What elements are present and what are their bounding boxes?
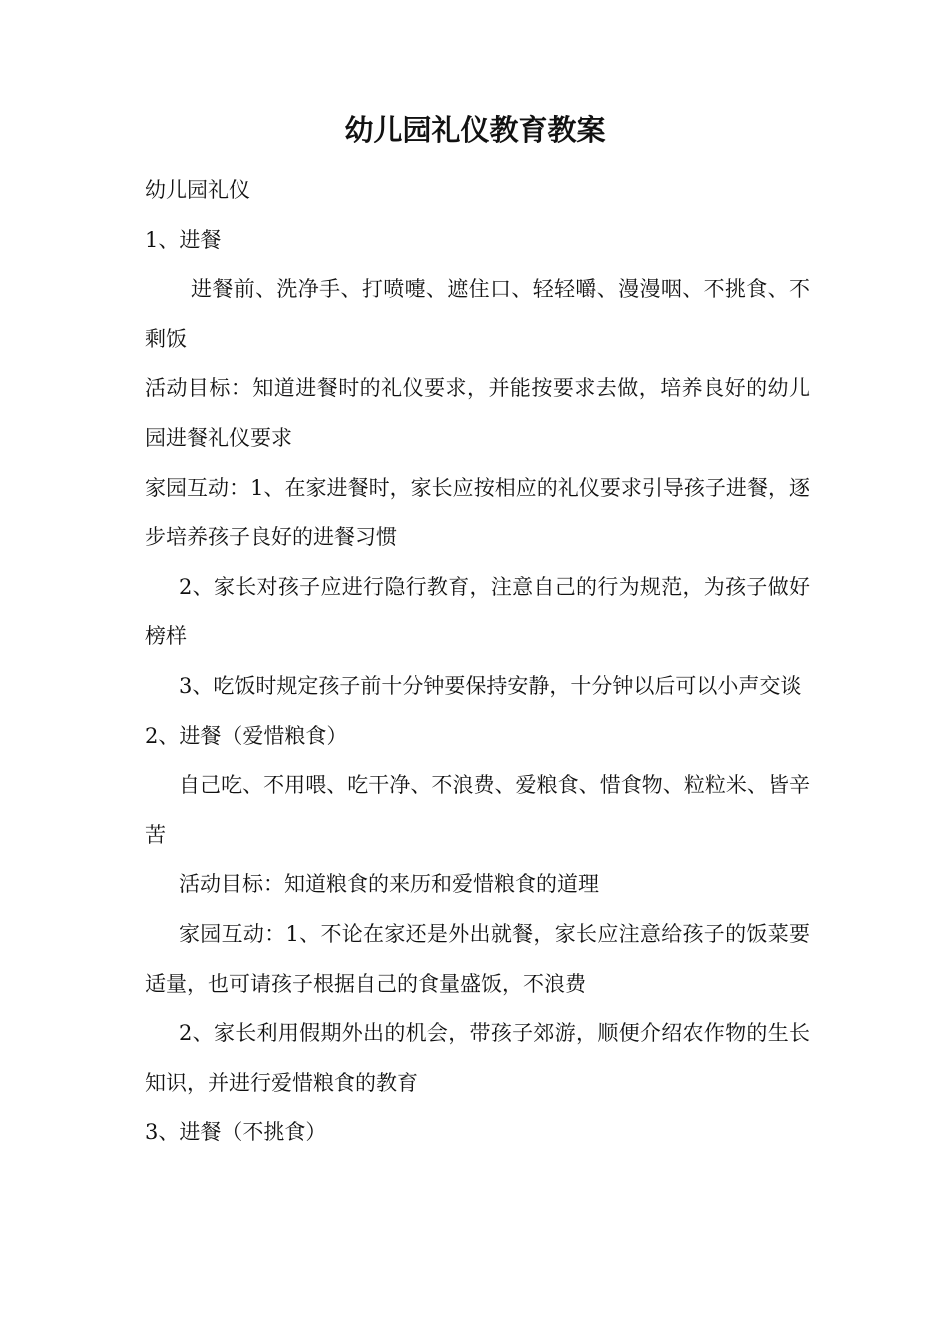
section-heading: 幼儿园礼仪: [145, 178, 250, 202]
activity-goal: 活动目标：知道粮食的来历和爱惜粮食的道理: [179, 872, 599, 897]
home-interaction-item: 3、吃饭时规定孩子前十分钟要保持安静，十分钟以后可以小声交谈: [179, 673, 802, 698]
rhyme-paragraph: 进餐前、洗净手、打喷嚏、遮住口、轻轻嚼、漫漫咽、不挑食、不剩饭: [145, 277, 810, 351]
section-heading: 3、进餐（不挑食）: [145, 1120, 327, 1145]
document-body: [145, 166, 810, 1158]
home-interaction: 家园互动：1、不论在家还是外出就餐，家长应注意给孩子的饭菜要适量，也可请孩子根据自己的食量盛饭，不浪费: [145, 921, 810, 996]
activity-goal: 活动目标：知道进餐时的礼仪要求，并能按要求去做，培养良好的幼儿园进餐礼仪要求: [145, 376, 810, 450]
section-heading: 1、进餐: [145, 227, 222, 252]
document-title: 幼儿园礼仪教育教案: [344, 113, 606, 147]
rhyme-paragraph: 自己吃、不用喂、吃干净、不浪费、爱粮食、惜食物、粒粒米、皆辛苦: [145, 773, 810, 847]
home-interaction-item: 2、家长对孩子应进行隐行教育，注意自己的行为规范，为孩子做好榜样: [145, 574, 810, 649]
home-interaction-item: 2、家长利用假期外出的机会，带孩子郊游，顺便介绍农作物的生长知识，并进行爱惜粮食的教育: [145, 1021, 810, 1095]
home-interaction: 家园互动：1、在家进餐时，家长应按相应的礼仪要求引导孩子进餐，逐步培养孩子良好的进餐习惯: [145, 475, 810, 550]
section-heading: 2、进餐（爱惜粮食）: [145, 723, 348, 748]
